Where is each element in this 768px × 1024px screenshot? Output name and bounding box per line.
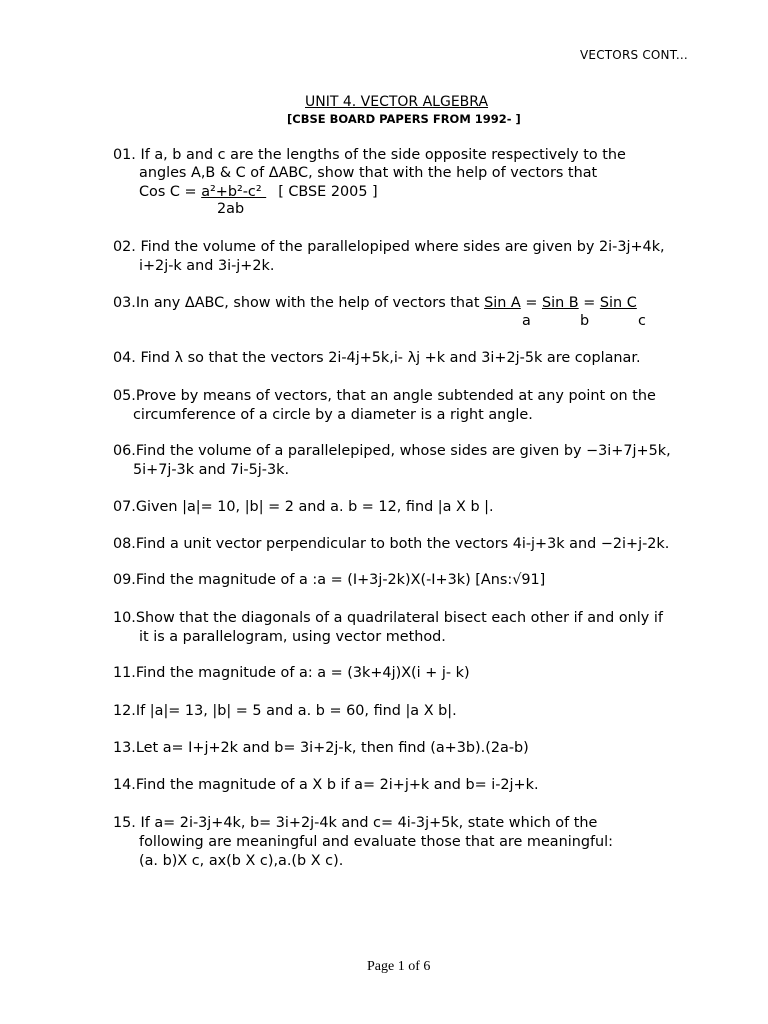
- question-08: 08.Find a unit vector perpendicular to both the vectors 4i-j+3k and −2i+j-2k.: [113, 536, 670, 552]
- question-14: 14.Find the magnitude of a X b if a= 2i+j+k and b= i-2j+k.: [113, 777, 539, 793]
- page-number: Page 1 of 6: [367, 959, 431, 974]
- sin-c-ratio: Sin C: [599, 295, 637, 311]
- unit-title: UNIT 4. VECTOR ALGEBRA: [305, 94, 489, 110]
- equals-sign-1: =: [520, 295, 542, 311]
- question-11: 11.Find the magnitude of a: a = (3k+4j)X(i + j- k): [113, 665, 470, 681]
- question-03-text: 03.In any ΔABC, show with the help of vectors that: [113, 295, 485, 311]
- denominator-b: b: [580, 313, 590, 329]
- cbse-2005-reference: [ CBSE 2005 ]: [278, 184, 378, 200]
- denominator-a: a: [522, 313, 531, 329]
- question-12: 12.If |a|= 13, |b| = 5 and a. b = 60, find |a X b|.: [113, 703, 457, 719]
- sin-b-ratio: Sin B: [541, 295, 579, 311]
- question-13: 13.Let a= I+j+2k and b= 3i+2j-k, then find (a+3b).(2a-b): [113, 740, 529, 756]
- question-06-line-2: 5i+7j-3k and 7i-5j-3k.: [133, 462, 290, 478]
- cos-c-prefix: Cos C =: [139, 184, 202, 200]
- question-15-line-2: following are meaningful and evaluate those that are meaningful:: [139, 834, 614, 850]
- question-02-line-1: 02. Find the volume of the parallelopiped where sides are given by 2i-3j+4k,: [113, 239, 665, 255]
- question-06-line-1: 06.Find the volume of a parallelepiped, whose sides are given by −3i+7j+5k,: [113, 443, 671, 459]
- question-07: 07.Given |a|= 10, |b| = 2 and a. b = 12, find |a X b |.: [113, 499, 494, 515]
- question-15-line-1: 15. If a= 2i-3j+4k, b= 3i+2j-4k and c= 4i-3j+5k, state which of the: [113, 815, 598, 831]
- denominator-c: c: [638, 313, 646, 329]
- sin-a-ratio: Sin A: [484, 295, 521, 311]
- cos-c-denominator: 2ab: [217, 201, 245, 217]
- question-10-line-1: 10.Show that the diagonals of a quadrilateral bisect each other if and only if: [113, 610, 663, 626]
- running-header: VECTORS CONT...: [580, 48, 688, 62]
- question-15-line-3: (a. b)X c, ax(b X c),a.(b X c).: [139, 853, 344, 869]
- question-03-line-1: [113, 294, 637, 313]
- question-10-line-2: it is a parallelogram, using vector method.: [139, 629, 446, 645]
- question-01-line-1: 01. If a, b and c are the lengths of the side opposite respectively to the: [113, 147, 626, 163]
- cos-c-numerator: a²+b²-c²: [201, 184, 267, 200]
- question-05-line-1: 05.Prove by means of vectors, that an angle subtended at any point on the: [113, 388, 656, 404]
- question-09: 09.Find the magnitude of a :a = (I+3j-2k)X(-I+3k) [Ans:√91]: [113, 572, 546, 588]
- question-05-line-2: circumference of a circle by a diameter is a right angle.: [133, 407, 533, 423]
- question-02-line-2: i+2j-k and 3i-j+2k.: [139, 258, 275, 274]
- question-04: 04. Find λ so that the vectors 2i-4j+5k,i- λj +k and 3i+2j-5k are coplanar.: [113, 350, 641, 366]
- question-01-line-2: angles A,B & C of ΔABC, show that with the help of vectors that: [139, 165, 598, 181]
- unit-subtitle: [CBSE BOARD PAPERS FROM 1992- ]: [287, 112, 521, 126]
- equals-sign-2: =: [578, 295, 600, 311]
- question-01-line-3: [139, 183, 378, 202]
